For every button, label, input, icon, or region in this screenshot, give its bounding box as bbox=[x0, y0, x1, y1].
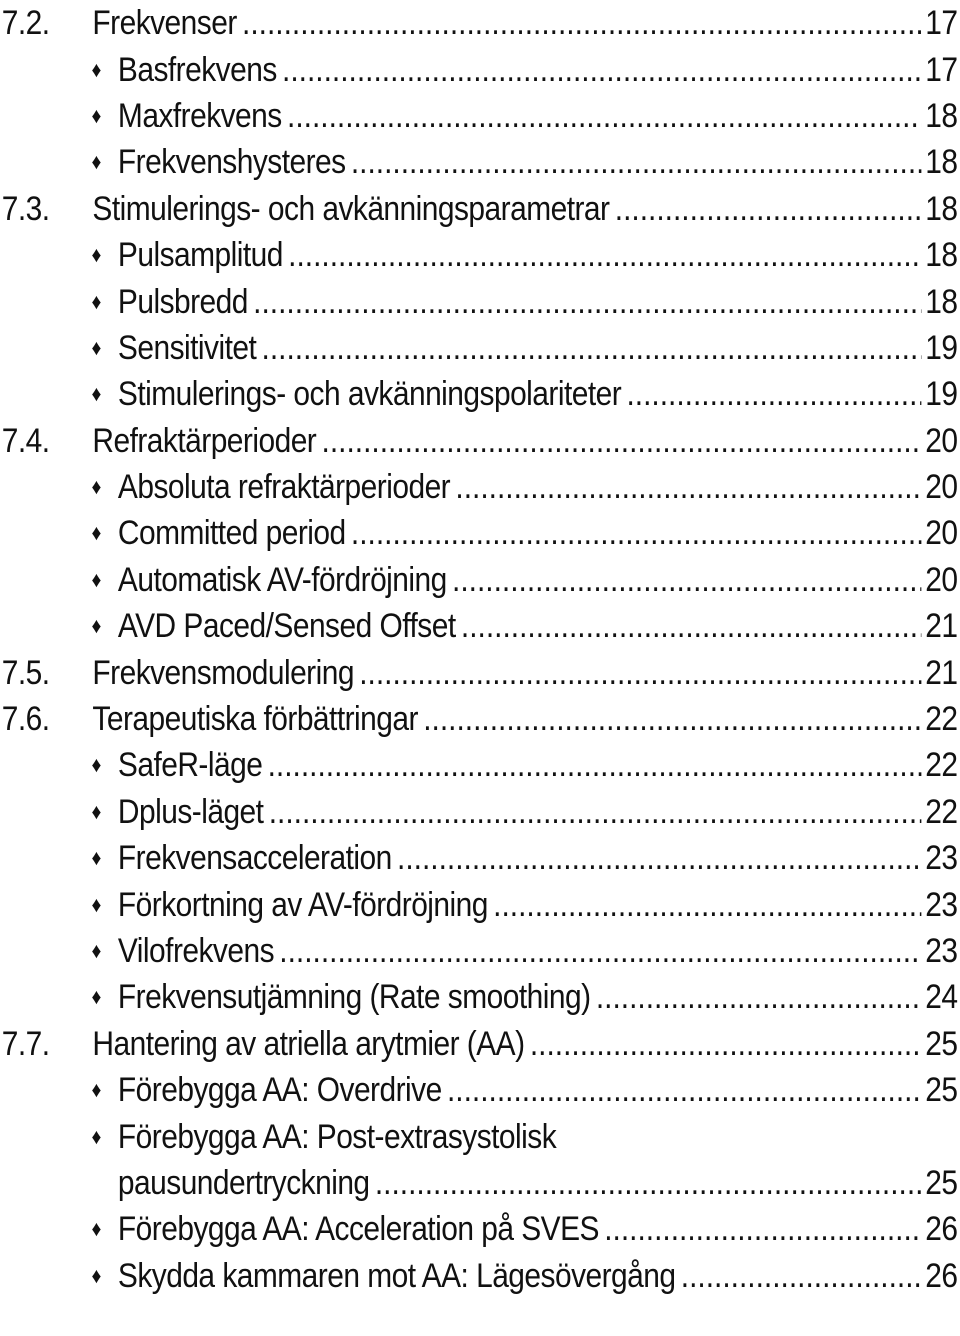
toc-entry-section[interactable] bbox=[0, 186, 959, 232]
diamond-bullet-icon: ♦ bbox=[91, 1216, 101, 1242]
dot-leader bbox=[596, 974, 922, 1020]
toc-entry-section[interactable] bbox=[0, 1021, 959, 1067]
entry-title: Refraktärperioder bbox=[92, 421, 317, 460]
entry-title: Terapeutiska förbättringar bbox=[92, 700, 418, 739]
dot-leader bbox=[626, 371, 921, 417]
dot-leader bbox=[282, 47, 922, 93]
entry-title: Frekvenshysteres bbox=[117, 143, 346, 182]
diamond-bullet-icon: ♦ bbox=[91, 613, 101, 639]
page-number: 19 bbox=[925, 375, 958, 414]
page-number: 20 bbox=[925, 514, 958, 553]
page-number: 21 bbox=[925, 607, 958, 646]
page-number: 22 bbox=[925, 792, 958, 831]
diamond-bullet-icon: ♦ bbox=[91, 520, 101, 546]
diamond-bullet-icon: ♦ bbox=[91, 845, 101, 871]
entry-title: Maxfrekvens bbox=[117, 96, 282, 135]
entry-title: Absoluta refraktärperioder bbox=[117, 468, 451, 507]
toc-entry-subitem[interactable] bbox=[0, 1113, 959, 1159]
diamond-bullet-icon: ♦ bbox=[91, 1123, 101, 1149]
page-number: 24 bbox=[925, 978, 958, 1017]
dot-leader bbox=[681, 1253, 922, 1299]
page-number: 18 bbox=[925, 282, 958, 321]
toc-entry-subitem[interactable] bbox=[0, 139, 959, 185]
entry-title: Committed period bbox=[117, 514, 346, 553]
dot-leader bbox=[447, 1067, 922, 1113]
toc-entry-subitem[interactable] bbox=[0, 835, 959, 881]
toc-entry-subitem[interactable] bbox=[0, 93, 959, 139]
dot-leader bbox=[322, 418, 922, 464]
dot-leader bbox=[351, 139, 922, 185]
entry-title: Automatisk AV-fördröjning bbox=[117, 560, 447, 599]
section-number: 7.3. bbox=[1, 189, 50, 228]
diamond-bullet-icon: ♦ bbox=[91, 984, 101, 1010]
toc-entry-subitem[interactable] bbox=[0, 464, 959, 510]
dot-leader bbox=[351, 510, 922, 556]
entry-title: Frekvensutjämning (Rate smoothing) bbox=[117, 978, 591, 1017]
dot-leader bbox=[530, 1021, 922, 1067]
entry-title: Förkortning av AV-fördröjning bbox=[117, 885, 488, 924]
dot-leader bbox=[288, 232, 922, 278]
diamond-bullet-icon: ♦ bbox=[91, 149, 101, 175]
page-number: 20 bbox=[925, 421, 958, 460]
page-number: 23 bbox=[925, 885, 958, 924]
diamond-bullet-icon: ♦ bbox=[91, 752, 101, 778]
page-number: 21 bbox=[925, 653, 958, 692]
page-number: 25 bbox=[925, 1024, 958, 1063]
toc-entry-subitem[interactable] bbox=[0, 232, 959, 278]
dot-leader bbox=[287, 93, 922, 139]
page-number: 26 bbox=[925, 1210, 958, 1249]
toc-entry-subitem[interactable] bbox=[0, 928, 959, 974]
diamond-bullet-icon: ♦ bbox=[91, 242, 101, 268]
dot-leader bbox=[269, 789, 922, 835]
diamond-bullet-icon: ♦ bbox=[91, 334, 101, 360]
page-number: 25 bbox=[925, 1163, 958, 1202]
diamond-bullet-icon: ♦ bbox=[91, 938, 101, 963]
entry-title: Stimulerings- och avkänningsparametrar bbox=[92, 189, 610, 228]
entry-title: Förebygga AA: Overdrive bbox=[117, 1071, 442, 1110]
toc-entry-subitem[interactable] bbox=[0, 278, 959, 324]
diamond-bullet-icon: ♦ bbox=[91, 474, 101, 500]
page-number: 26 bbox=[925, 1256, 958, 1295]
entry-title: Dplus-läget bbox=[117, 792, 264, 831]
section-number: 7.7. bbox=[1, 1024, 50, 1063]
section-number: 7.2. bbox=[1, 4, 50, 43]
page-number: 20 bbox=[925, 468, 958, 507]
toc-entry-subitem[interactable] bbox=[0, 789, 959, 835]
diamond-bullet-icon: ♦ bbox=[91, 102, 101, 128]
toc-entry-subitem[interactable] bbox=[0, 1253, 959, 1299]
dot-leader bbox=[253, 279, 922, 325]
page-number: 18 bbox=[925, 189, 958, 228]
diamond-bullet-icon: ♦ bbox=[91, 891, 101, 917]
toc-entry-section[interactable] bbox=[0, 696, 959, 742]
page-number: 19 bbox=[925, 328, 958, 367]
entry-title: Pulsamplitud bbox=[117, 236, 283, 275]
entry-title: Stimulerings- och avkänningspolariteter bbox=[117, 375, 622, 414]
entry-title: Basfrekvens bbox=[117, 50, 277, 89]
entry-title-continuation: pausundertryckning bbox=[117, 1163, 370, 1202]
diamond-bullet-icon: ♦ bbox=[91, 566, 101, 592]
section-number: 7.5. bbox=[1, 653, 50, 692]
diamond-bullet-icon: ♦ bbox=[91, 798, 101, 824]
entry-title: Förebygga AA: Post-extrasystolisk bbox=[117, 1117, 557, 1156]
dot-leader bbox=[604, 1206, 921, 1252]
toc-entry-subitem[interactable] bbox=[0, 510, 959, 556]
dot-leader bbox=[262, 325, 922, 371]
toc-entry-section[interactable] bbox=[0, 649, 959, 695]
dot-leader bbox=[452, 557, 922, 603]
entry-title: Förebygga AA: Acceleration på SVES bbox=[117, 1210, 599, 1249]
toc-entry-subitem[interactable] bbox=[0, 371, 959, 417]
entry-title: Vilofrekvens bbox=[117, 932, 275, 970]
dot-leader bbox=[268, 742, 922, 788]
toc-entry-section[interactable] bbox=[0, 418, 959, 464]
page-number: 20 bbox=[925, 560, 958, 599]
toc-entry-subitem[interactable] bbox=[0, 881, 959, 927]
entry-title: Sensitivitet bbox=[117, 328, 257, 367]
dot-leader bbox=[455, 464, 921, 510]
diamond-bullet-icon: ♦ bbox=[91, 56, 101, 82]
toc-entry-subitem[interactable] bbox=[0, 325, 959, 371]
toc-entry-subitem[interactable] bbox=[0, 603, 959, 649]
toc-entry-continuation[interactable] bbox=[0, 1160, 959, 1206]
page-number: 22 bbox=[925, 746, 958, 785]
dot-leader bbox=[615, 186, 922, 232]
dot-leader bbox=[423, 696, 921, 742]
toc-entry-subitem[interactable] bbox=[0, 974, 959, 1020]
page-number: 22 bbox=[925, 700, 958, 739]
entry-title: SafeR-läge bbox=[117, 746, 263, 785]
page-number: 17 bbox=[925, 4, 958, 43]
dot-leader bbox=[461, 603, 922, 649]
page-number: 18 bbox=[925, 96, 958, 135]
entry-title: Frekvensmodulering bbox=[92, 653, 354, 692]
entry-title: Hantering av atriella arytmier (AA) bbox=[92, 1024, 525, 1063]
diamond-bullet-icon: ♦ bbox=[91, 1077, 101, 1103]
page-number: 18 bbox=[925, 143, 958, 182]
section-number: 7.4. bbox=[1, 421, 50, 460]
diamond-bullet-icon: ♦ bbox=[91, 381, 101, 407]
section-number: 7.6. bbox=[1, 700, 50, 739]
diamond-bullet-icon: ♦ bbox=[91, 1262, 101, 1288]
entry-title: Pulsbredd bbox=[117, 282, 248, 321]
entry-title: Frekvenser bbox=[92, 4, 237, 43]
page-number: 23 bbox=[925, 932, 958, 970]
dot-leader bbox=[359, 650, 921, 696]
toc-entry-subitem[interactable] bbox=[0, 557, 959, 603]
dot-leader bbox=[493, 882, 922, 928]
entry-title: Frekvensacceleration bbox=[117, 839, 392, 878]
entry-title: Skydda kammaren mot AA: Lägesövergång bbox=[117, 1256, 676, 1295]
page-number: 17 bbox=[925, 50, 958, 89]
page-number: 25 bbox=[925, 1071, 958, 1110]
dot-leader bbox=[279, 928, 921, 974]
page-number: 18 bbox=[925, 236, 958, 275]
toc-entry-subitem[interactable] bbox=[0, 1067, 959, 1113]
toc-entry-subitem[interactable] bbox=[0, 46, 959, 92]
toc-entry-subitem[interactable] bbox=[0, 742, 959, 788]
entry-title: AVD Paced/Sensed Offset bbox=[117, 607, 456, 646]
toc-entry-section[interactable] bbox=[0, 0, 959, 46]
diamond-bullet-icon: ♦ bbox=[91, 288, 101, 314]
page-number: 23 bbox=[925, 839, 958, 878]
dot-leader bbox=[397, 835, 922, 881]
dot-leader bbox=[242, 0, 922, 46]
dot-leader bbox=[375, 1160, 922, 1206]
toc-entry-subitem[interactable] bbox=[0, 1206, 959, 1252]
